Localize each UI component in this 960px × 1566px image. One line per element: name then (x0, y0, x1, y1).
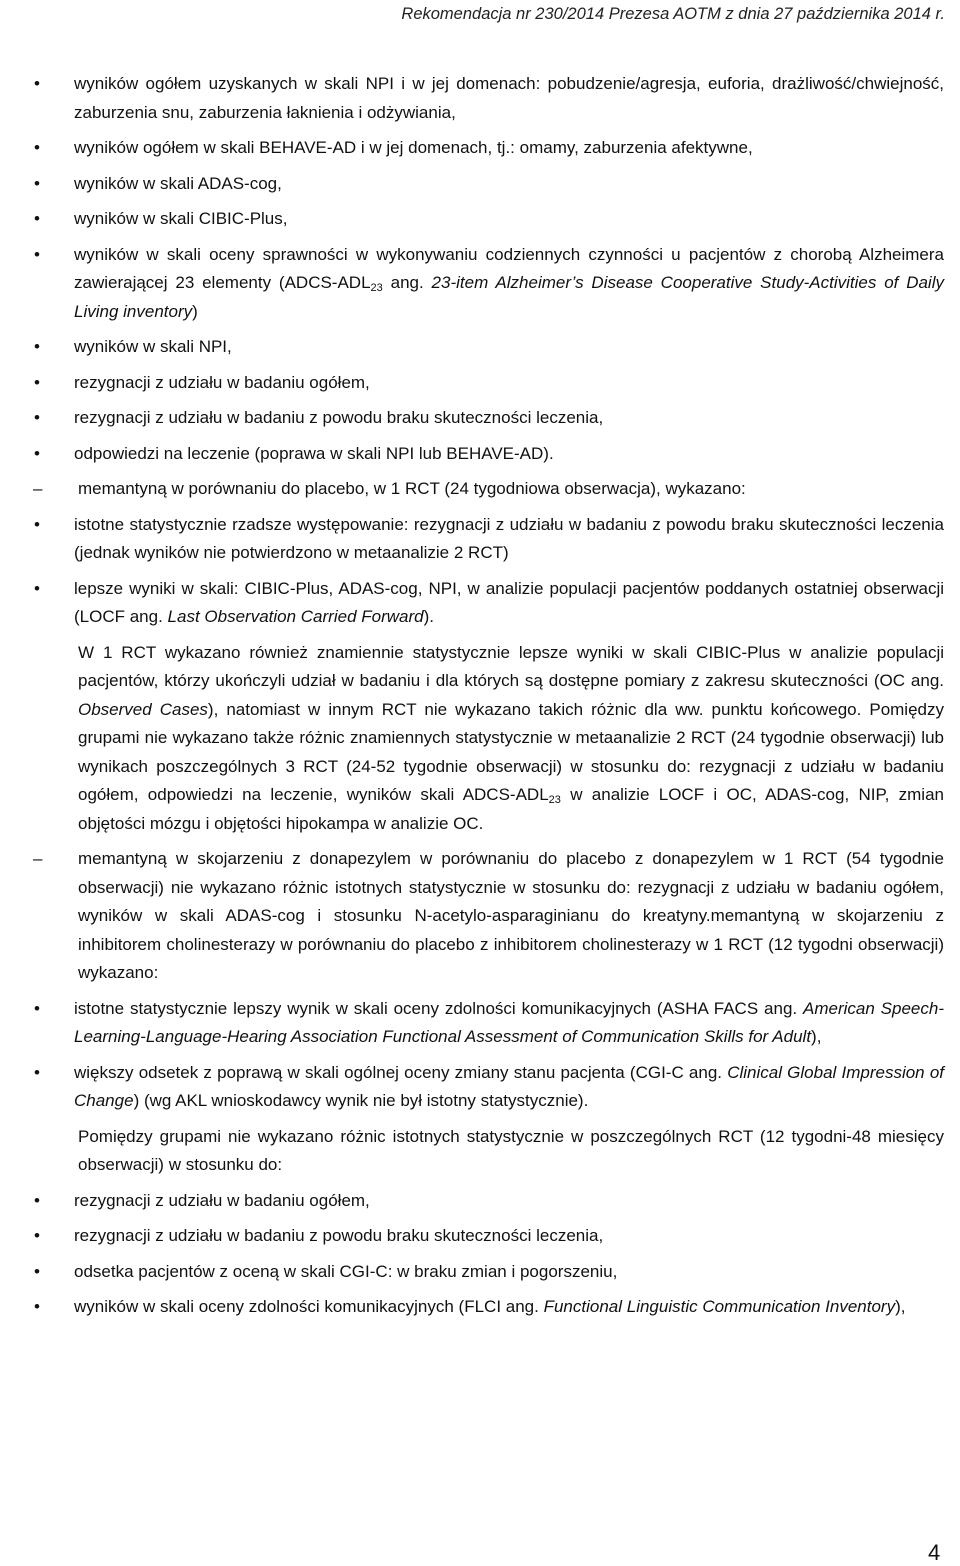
list-item-asha: • istotne statystycznie lepszy wynik w skali oceny zdolności komunikacyjnych (ASHA FACS ang. American Speech-Learning-Language-Hearing Association Functional Assessment of Communication Skills for Adult), (0, 995, 944, 1052)
dash-marker: – (33, 479, 43, 498)
list-item: • rezygnacji z udziału w badaniu z powodu braku skuteczności leczenia, (0, 404, 944, 433)
bullet-list-dash2 (0, 995, 944, 1116)
list-item-adcs: • wyników w skali oceny sprawności w wykonywaniu codziennych czynności u pacjentów z chorobą Alzheimera zawierającej 23 elementy ($ADCS-ADL_{23}$ ang. 23-item Alzheimer’s Disease Cooperative Study-Activities of Daily Living inventory) (0, 241, 944, 327)
page-number: 4 (928, 1540, 941, 1565)
paragraph-no-differences: Pomiędzy grupami nie wykazano różnic istotnych statystycznie w poszczególnych RCT (12 tygodni-48 miesięcy obserwacji) w stosunku do: (78, 1126, 944, 1174)
list-item-flci: • wyników w skali oceny zdolności komunikacyjnych (FLCI ang. Functional Linguistic Communication Inventory), (0, 1293, 944, 1322)
paragraph-cibic: W 1 RCT wykazano również znamiennie statystycznie lepsze wyniki w skali CIBIC-Plus w analizie populacji pacjentów, którzy ukończyli udział w badaniu i dla których są dostępne pomiary z zakresu skuteczności (OC ang. Observed Cases), natomiast w innym RCT nie wykazano takich różnic dla ww. punktu końcowego. Pomiędzy grupami nie wykazano także różnic znamiennych statystycznie w metaanalizie 2 RCT (24 tygodnie obserwacji) lub wynikach poszczególnych 3 RCT (24-52 tygodnie obserwacji) w stosunku do: rezygnacji z udziału w badaniu ogółem, odpowiedzi na leczenie, wyników skali ADCS-$ADL_{23}$ w analizie LOCF i OC, ADAS-cog, NIP, zmian objętości mózgu i objętości hipokampa w analizie OC. (78, 642, 944, 833)
list-item: • istotne statystycznie rzadsze występowanie: rezygnacji z udziału w badaniu z powodu braku skuteczności leczenia (jednak wyników nie potwierdzono w metaanalizie 2 RCT) (0, 511, 944, 568)
document-body (33, 70, 944, 1329)
dash-section-memantine-placebo (33, 475, 944, 504)
list-item-cgic: • większy odsetek z poprawą w skali ogólnej oceny zmiany stanu pacjenta (CGI-C ang. Clinical Global Impression of Change) (wg AKL wnioskodawcy wynik nie był istotny statystycznie). (0, 1059, 944, 1116)
list-item: • odsetka pacjentów z oceną w skali CGI-C: w braku zmian i pogorszeniu, (0, 1258, 944, 1287)
dash-marker: – (33, 849, 43, 868)
list-item: • wyników ogółem w skali BEHAVE-AD i w jej domenach, tj.: omamy, zaburzenia afektywne, (0, 134, 944, 163)
dash-text: memantyną w porównaniu do placebo, w 1 RCT (24 tygodniowa obserwacja), wykazano: (78, 479, 746, 498)
list-item: • wyników w skali NPI, (0, 333, 944, 362)
list-item: • rezygnacji z udziału w badaniu ogółem, (0, 369, 944, 398)
bullet-list-dash1 (0, 511, 944, 632)
bullet-list-bottom (0, 1187, 944, 1322)
list-item: • wyników w skali ADAS-cog, (0, 170, 944, 199)
bullet-list-top (0, 70, 944, 468)
list-item: • odpowiedzi na leczenie (poprawa w skali NPI lub BEHAVE-AD). (0, 440, 944, 469)
list-item: • rezygnacji z udziału w badaniu ogółem, (0, 1187, 944, 1216)
list-item: • rezygnacji z udziału w badaniu z powodu braku skuteczności leczenia, (0, 1222, 944, 1251)
running-header: Rekomendacja nr 230/2014 Prezesa AOTM z dnia 27 października 2014 r. (401, 5, 945, 23)
list-item-locf: • lepsze wyniki w skali: CIBIC-Plus, ADAS-cog, NPI, w analizie populacji pacjentów poddanych ostatniej obserwacji (LOCF ang. Last Observation Carried Forward). (0, 575, 944, 632)
list-item: • wyników w skali CIBIC-Plus, (0, 205, 944, 234)
dash-section-combination (33, 845, 944, 988)
list-item: • wyników ogółem uzyskanych w skali NPI i w jej domenach: pobudzenie/agresja, euforia, drażliwość/chwiejność, zaburzenia snu, zaburzenia łaknienia i odżywiania, (0, 70, 944, 127)
dash-text: memantyną w skojarzeniu z donapezylem w porównaniu do placebo z donapezylem w 1 RCT (54 tygodnie obserwacji) nie wykazano różnic istotnych statystycznie w stosunku do: rezygnacji z udziału w badaniu ogółem, wyników w skali ADAS-cog i stosunku N-acetylo-asparaginianu do kreatyny.memantyną w skojarzeniu z inhibitorem cholinesterazy w porównaniu do placebo z inhibitorem cholinesterazy w 1 RCT (12 tygodni obserwacji) wykazano: (78, 849, 944, 982)
